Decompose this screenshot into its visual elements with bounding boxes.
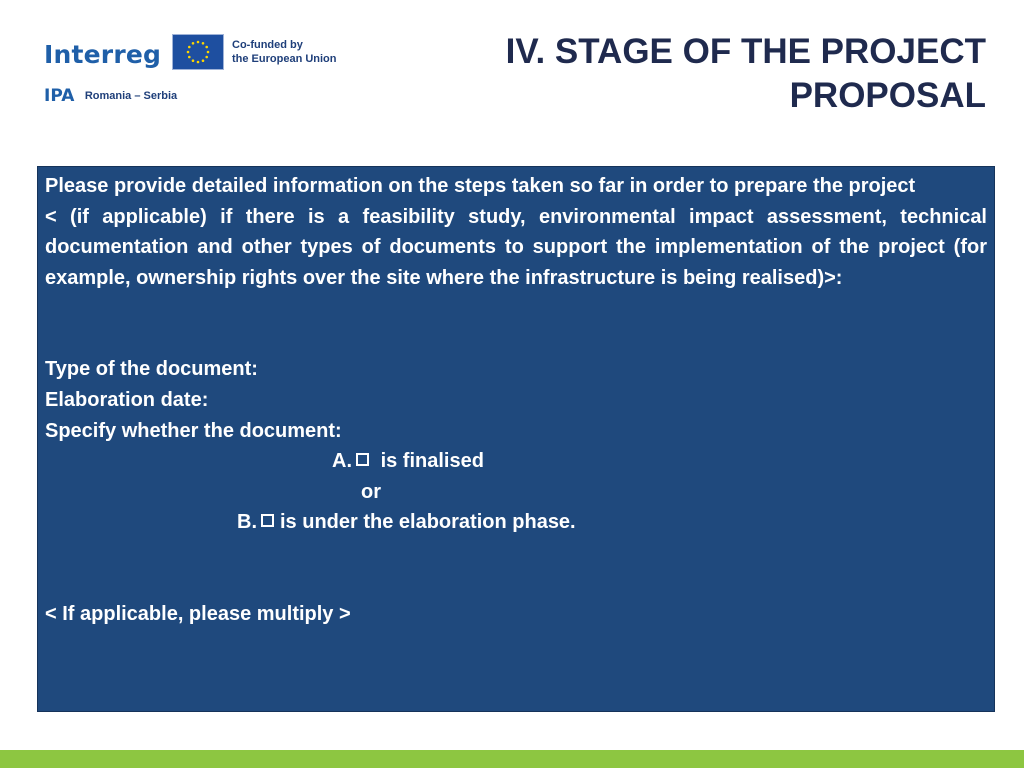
eu-flag-icon (172, 34, 224, 70)
cofunded-line2: the European Union (232, 53, 337, 65)
checkbox-icon[interactable] (261, 514, 274, 527)
option-b-prefix: B. (237, 511, 257, 534)
spacer (45, 538, 987, 599)
ipa-mark: IPA (44, 86, 75, 106)
elaboration-date-label: Elaboration date: (45, 388, 209, 411)
cofunded-text (232, 38, 372, 66)
interreg-logo (44, 34, 364, 114)
option-a (45, 446, 987, 477)
interreg-wordmark: Interreg (44, 40, 162, 69)
eu-stars (173, 35, 223, 69)
spacer (45, 293, 987, 354)
ipa-programme (44, 86, 177, 106)
intro-line1: Please provide detailed information on the steps taken so far in order to prepare the project (45, 175, 916, 197)
slide-title-line1: IV. STAGE OF THE PROJECT (505, 32, 986, 71)
slide-title (466, 30, 986, 118)
content-box (37, 166, 995, 712)
ipa-region: Romania – Serbia (84, 90, 178, 102)
bottom-accent-bar (0, 750, 1024, 768)
or-text: or (361, 480, 381, 503)
option-a-prefix: A. (332, 450, 352, 473)
cofunded-line1: Co-funded by (232, 39, 303, 51)
slide-title-line2: PROPOSAL (789, 76, 986, 115)
intro-line2: < (if applicable) if there is a feasibility study, environmental impact assessment, technical documentation and other types of documents to support the implementation of the project (for example, ownership rights over the site where the infrastructure is being realised)>: (45, 205, 987, 289)
multiply-note: < If applicable, please multiply > (45, 602, 351, 625)
option-a-text: is finalised (380, 450, 484, 473)
checkbox-icon[interactable] (356, 453, 369, 466)
option-b (45, 507, 987, 538)
type-of-document-label: Type of the document: (45, 358, 258, 381)
option-b-text: is under the elaboration phase. (280, 511, 576, 534)
specify-label: Specify whether the document: (45, 419, 342, 442)
